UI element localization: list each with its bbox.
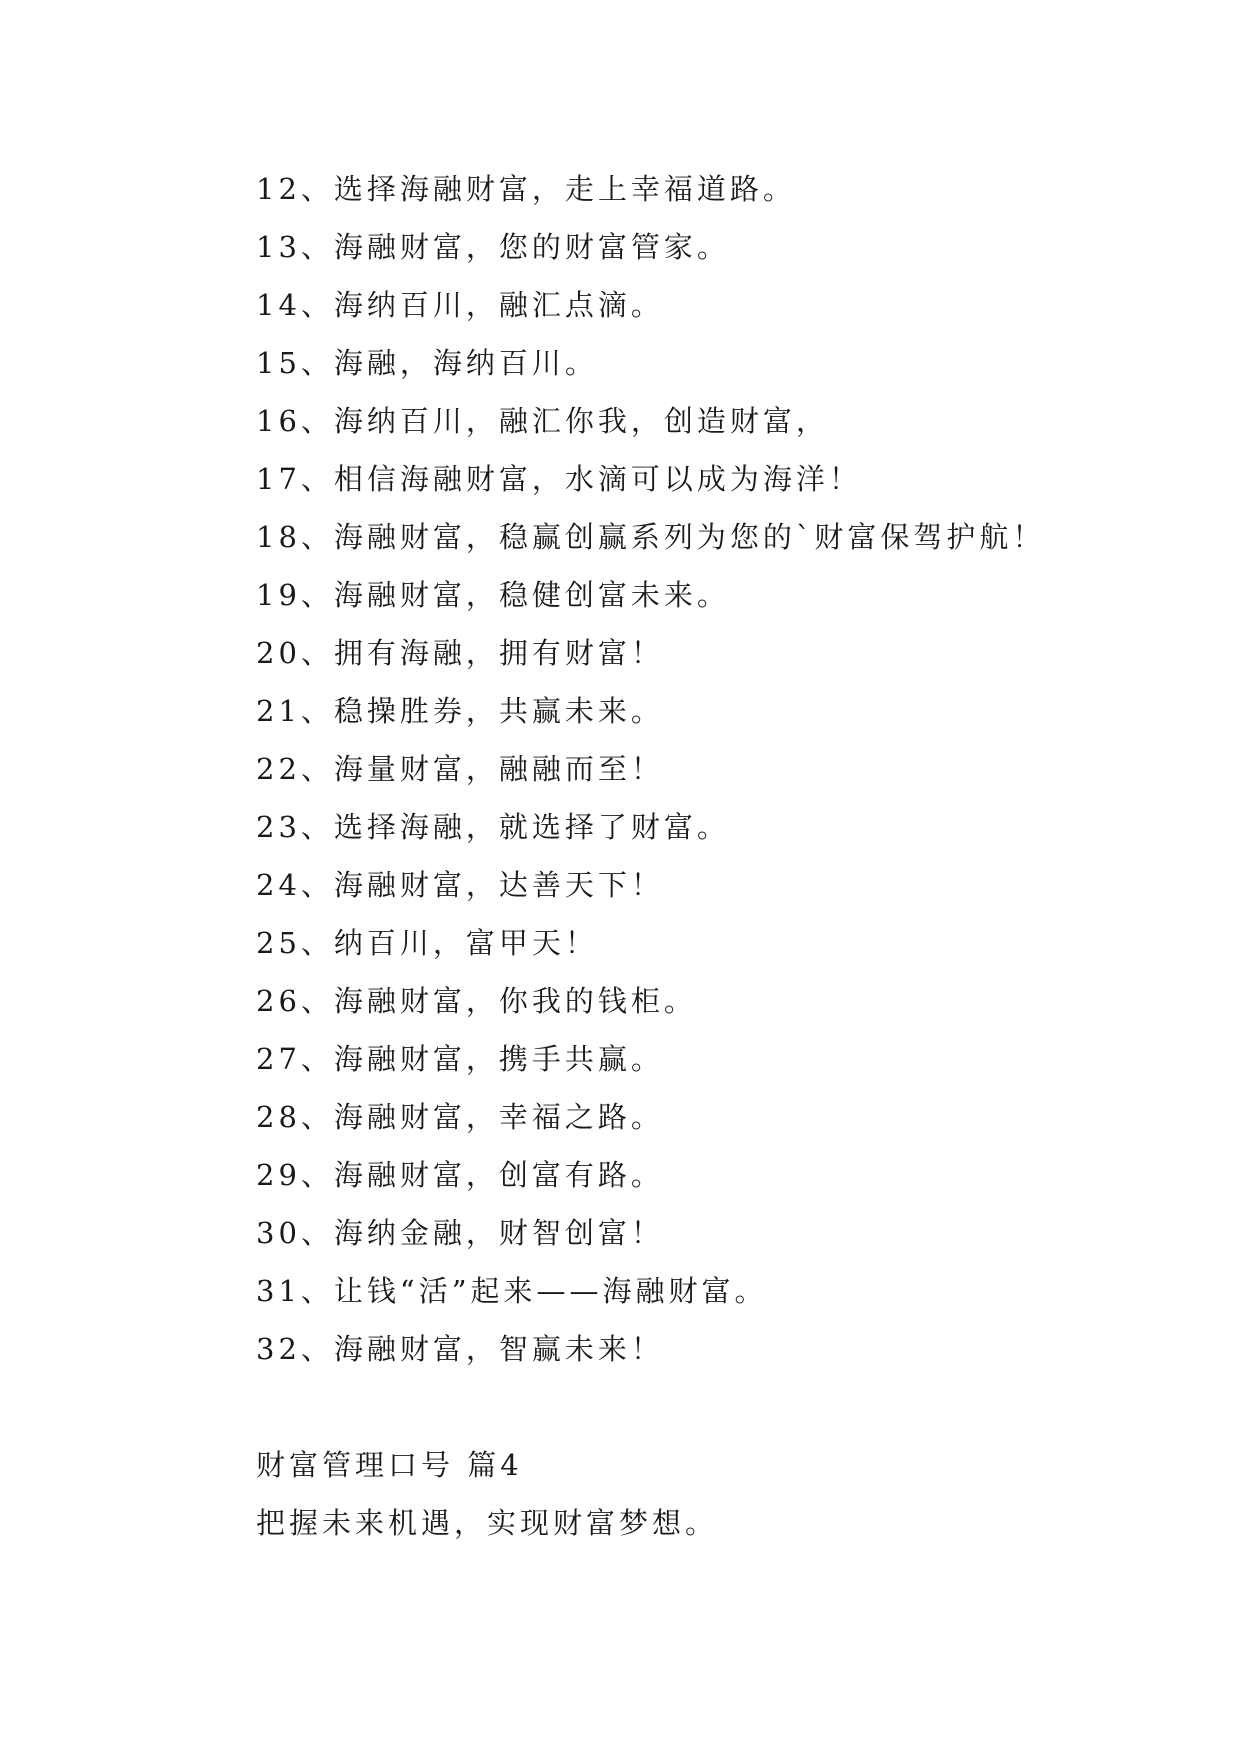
section-heading: 财富管理口号 篇4 (256, 1448, 523, 1482)
list-item: 28、海融财富，幸福之路。 (256, 1100, 664, 1134)
list-item: 26、海融财富，你我的钱柜。 (256, 984, 697, 1018)
list-item: 13、海融财富，您的财富管家。 (256, 230, 730, 264)
list-item: 14、海纳百川，融汇点滴。 (256, 288, 664, 322)
list-item: 30、海纳金融，财智创富！ (256, 1216, 664, 1250)
list-item: 18、海融财富，稳赢创赢系列为您的`财富保驾护航！ (256, 520, 1046, 554)
list-item: 21、稳操胜券，共赢未来。 (256, 694, 664, 728)
list-item: 27、海融财富，携手共赢。 (256, 1042, 664, 1076)
list-item: 23、选择海融，就选择了财富。 (256, 810, 730, 844)
list-item: 19、海融财富，稳健创富未来。 (256, 578, 730, 612)
list-item: 24、海融财富，达善天下！ (256, 868, 664, 902)
list-item: 32、海融财富，智赢未来！ (256, 1332, 664, 1366)
list-item: 29、海融财富，创富有路。 (256, 1158, 664, 1192)
list-item: 25、纳百川，富甲天！ (256, 926, 598, 960)
list-item: 31、让钱“活”起来——海融财富。 (256, 1274, 768, 1308)
slogan-list (256, 160, 1045, 1378)
list-item: 16、海纳百川，融汇你我，创造财富， (256, 404, 829, 438)
list-item: 15、海融，海纳百川。 (256, 346, 598, 380)
list-item: 12、选择海融财富，走上幸福道路。 (256, 172, 796, 206)
list-item: 20、拥有海融，拥有财富！ (256, 636, 664, 670)
list-item: 17、相信海融财富，水滴可以成为海洋！ (256, 462, 862, 496)
list-item: 22、海量财富，融融而至！ (256, 752, 664, 786)
closing-line: 把握未来机遇，实现财富梦想。 (256, 1506, 719, 1540)
